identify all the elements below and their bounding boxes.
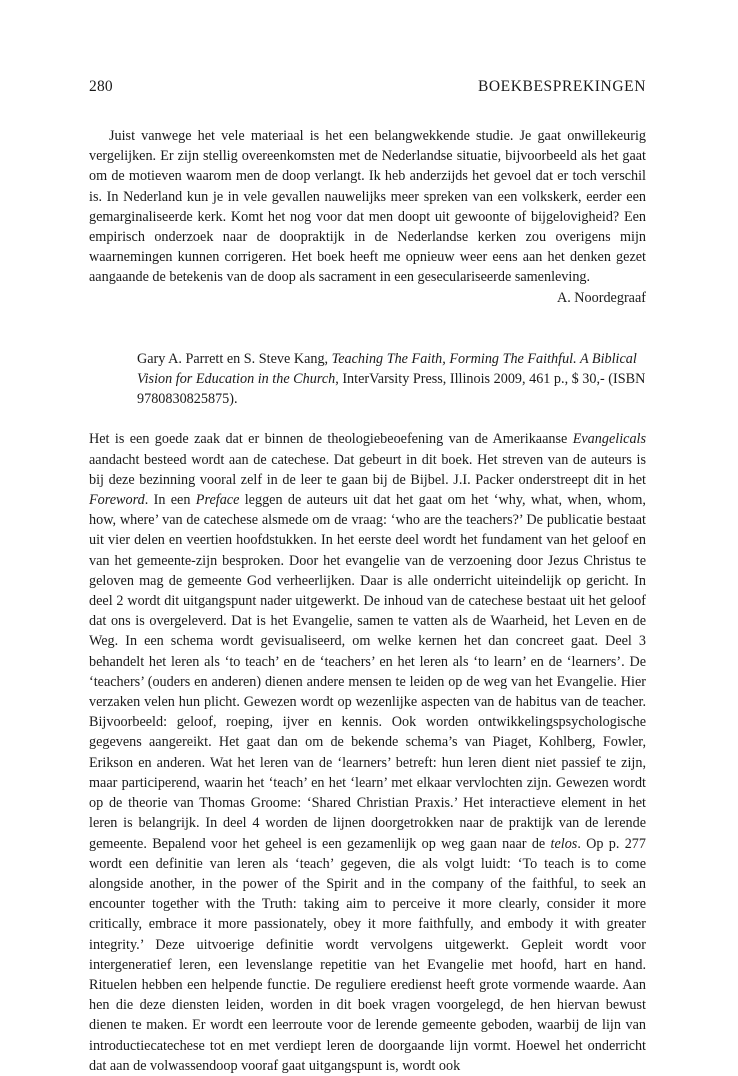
italic-term: Foreword — [89, 492, 145, 509]
italic-term: telos — [550, 835, 578, 852]
text-run: leggen de auteurs uit dat het gaat om het ‘why, what, when, whom, how, where’ van de catechese alsmede om de vraag: ‘who are the teachers?’ De publicatie bestaat uit vier delen en veertien hoofdstukken. In het eerste deel wordt het fundament van het geloof en van het gemeente-zijn besproken. Door het evangelie van de verzoening door Jezus Christus te geloven mag de gemeente God verheerlijken. Daar is alle onderricht uiteindelijk op gericht. In deel 2 wordt dit uitgangspunt nader uitgewerkt. De inhoud van de catechese bestaat uit het geloof dat ons is overgeleverd. Dat is het Evangelie, samen te vatten als de Waarheid, het Leven en de Weg. In een schema wordt gevisualiseerd, om welke kernen het dan concreet gaat. Deel 3 behandelt het leren als ‘to teach’ en de ‘teachers’ en het leren als ‘to learn’ en de ‘learners’. De ‘teachers’ (ouders en anderen) dienen andere mensen te leiden op de weg van het Evangelie. Hier verzaken velen hun plicht. Gewezen wordt op wezenlijke aspecten van de habitus van de teacher. Bijvoorbeeld: geloof, roeping, ijver en kennis. Ook worden ontwikkelingspsychologische gegevens aangereikt. Het gaat dan om de bekende schema’s van Piaget, Kohlberg, Fowler, Erikson en anderen. Wat het leren van de ‘learners’ betreft: hun leren dient niet passief te zijn, maar participerend, waarin het ‘teach’ en het ‘learn’ met elkaar vervlochten zijn. Gewezen wordt op de theorie van Thomas Groome: ‘Shared Christian Praxis.’ Het interactieve element in het leren is belangrijk. In deel 4 worden de lijnen doorgetrokken naar de praktijk van de lerende gemeente. Bepalend voor het geheel is een gezamenlijk op weg gaan naar de — [89, 492, 646, 852]
review-paragraph-1: Juist vanwege het vele materiaal is het een belangwekkende studie. Je gaat onwillekeurig vergelijken. Er zijn stellig overeenkomsten met de Nederlandse situatie, bijvoorbeeld als het gaat om de motieven waarom men de doop verlangt. Ik heb anderzijds het gevoel dat er toch verschil is. In Nederland kun je in vele gevallen nauwelijks meer spreken van een volkskerk, eerder een gemarginaliseerde kerk. Komt het nog voor dat men doopt uit gewoonte of bijgelovigheid? Een empirisch onderzoek naar de doopraktijk in de Nederlandse kerken zou overigens mijn waarnemingen kunnen corrigeren. Het boek heeft me opnieuw weer eens aan het denken gezet aangaande de betekenis van de doop als sacrament in een geseculariseerde samenleving. — [89, 128, 646, 286]
text-run: . Op p. 277 wordt een definitie van leren als ‘teach’ gegeven, die als volgt luidt: ‘To teach is to come alongside another, in the power of the Spirit and in the company of the faithful, to seek an encounter together with the Truth: taking aim to perceive it more clearly, consider it more critically, embrace it more passionately, obey it more faithfully, and embody it with greater integrity.’ Deze uitvoerige definitie wordt vervolgens uitgewerkt. Gepleit wordt voor intergeneratief leren, een levenslange repetitie van het Evangelie met hoofd, hart en hand. Rituelen hebben een helpende functie. De reguliere eredienst heeft grote vormende waarde. Aan hen die deze diensten leiden, worden in dit boek vragen voorgelegd, de hen hiervan bewust dienen te maken. Er wordt een leerroute voor de lerende gemeente geboden, waarbij de lijn van introductiecatechese tot en met verdiept leren de doorgaande lijn vormt. Hoewel het onderricht dat aan de volwassendoop vooraf gaat uitgangspunt is, wordt ook — [89, 835, 646, 1074]
italic-term: Preface — [195, 492, 240, 509]
citation-details: , InterVarsity Press, Illinois 2009, 461 p., $ 30,- (ISBN 9780830825875). — [137, 371, 646, 408]
text-run: . In een — [144, 492, 196, 509]
book-page — [89, 78, 646, 1076]
italic-term: Evangelicals — [572, 431, 646, 448]
book-citation — [137, 349, 646, 410]
citation-title: Teaching The Faith, Forming The Faithful. A Biblical Vision for Education in the Church — [137, 350, 637, 388]
page-number: 280 — [89, 78, 113, 95]
text-run: aandacht besteed wordt aan de catechese. Dat gebeurt in dit boek. Het streven van de auteurs is bij deze bezinning vooral zelf in de leer te gaan bij de Bijbel. J.I. Packer onderstreept dit in het — [89, 451, 646, 488]
citation-authors: Gary A. Parrett en S. Steve Kang, — [137, 350, 332, 367]
reviewer-name: A. Noordegraaf — [556, 289, 646, 306]
review-paragraph-2 — [89, 429, 646, 1076]
text-run: Het is een goede zaak dat er binnen de theologiebeoefening van de Amerikaanse — [89, 431, 573, 448]
running-header — [89, 78, 646, 100]
section-title: BOEKBESPREKINGEN — [477, 78, 646, 95]
